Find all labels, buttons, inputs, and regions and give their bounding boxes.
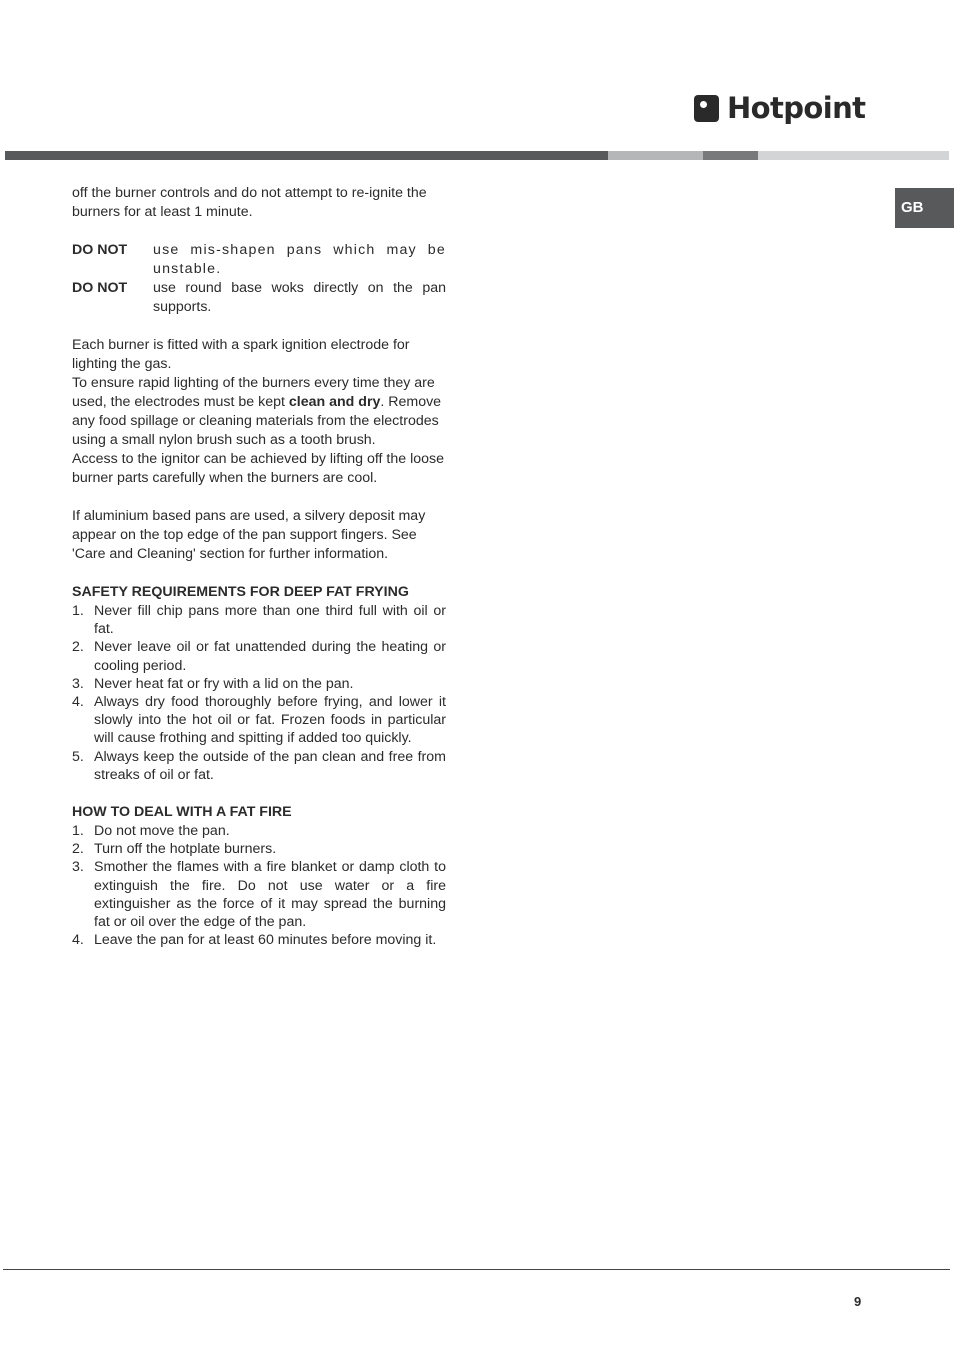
do-not-text: use round base woks directly on the pan supports. [153,280,446,315]
spark-cleaning-paragraph: To ensure rapid lighting of the burners every time they are used, the electrodes must be kept clean and dry. Remove any food spillage or cleaning materials from the electrodes using a small nylon brush such as a tooth brush. [72,375,442,448]
do-not-label: DO NOT [72,280,128,296]
page-number: 9 [854,1294,862,1309]
list-item: 3. Smother the flames with a fire blanket or damp cloth to extinguish the fire. Do not use water or a fire extinguisher as the force of it may spread the burning fat or oil over the edge of the pan. [72,859,446,931]
do-not-row [72,279,446,317]
fat-fire-heading: HOW TO DEAL WITH A FAT FIRE [72,804,292,821]
ignitor-access-paragraph: Access to the ignitor can be achieved by lifting off the loose burner parts carefully when the burners are cool. [72,451,444,486]
header-bar-light [608,151,703,160]
list-item: 2. Turn off the hotplate burners. [72,841,277,858]
hotpoint-logo-icon [694,95,719,122]
list-item: 4. Leave the pan for at least 60 minutes before moving it. [72,932,437,949]
clean-and-dry-emphasis: clean and dry [288,394,381,410]
language-tab: GB [895,188,954,228]
list-item: 1. Never fill chip pans more than one third full with oil or fat. [72,603,446,638]
footer-divider [3,1269,950,1270]
header-bar-dark [5,151,608,160]
intro-paragraph: off the burner controls and do not attempt to re-ignite the burners for at least 1 minute. [72,185,427,220]
list-item: 2. Never leave oil or fat unattended during the heating or cooling period. [72,639,446,674]
do-not-label: DO NOT [72,242,128,258]
do-not-text: use mis-shapen pans which may be unstable. [153,242,446,277]
brand-name: Hotpoint [727,91,866,125]
do-not-row [72,241,446,279]
list-item: 4. Always dry food thoroughly before frying, and lower it slowly into the hot oil or fat. Frozen foods in particular will cause frothing and spitting if added too quickly. [72,694,446,747]
main-content [72,184,446,949]
list-item: 3. Never heat fat or fry with a lid on the pan. [72,675,354,692]
header-bar-mid [703,151,758,160]
list-item: 5. Always keep the outside of the pan clean and free from streaks of oil or fat. [72,748,446,783]
spark-paragraph: Each burner is fitted with a spark ignition electrode for lighting the gas. [72,337,410,372]
safety-heading: SAFETY REQUIREMENTS FOR DEEP FAT FRYING [72,584,409,600]
fat-fire-list [72,822,446,949]
safety-list [72,602,446,784]
list-item: 1. Do not move the pan. [72,823,230,840]
hotpoint-logo [694,91,866,125]
header-bar-pale [758,151,949,160]
aluminium-paragraph: If aluminium based pans are used, a silvery deposit may appear on the top edge of the pan support fingers. See 'Care and Cleaning' section for further information. [72,508,426,562]
